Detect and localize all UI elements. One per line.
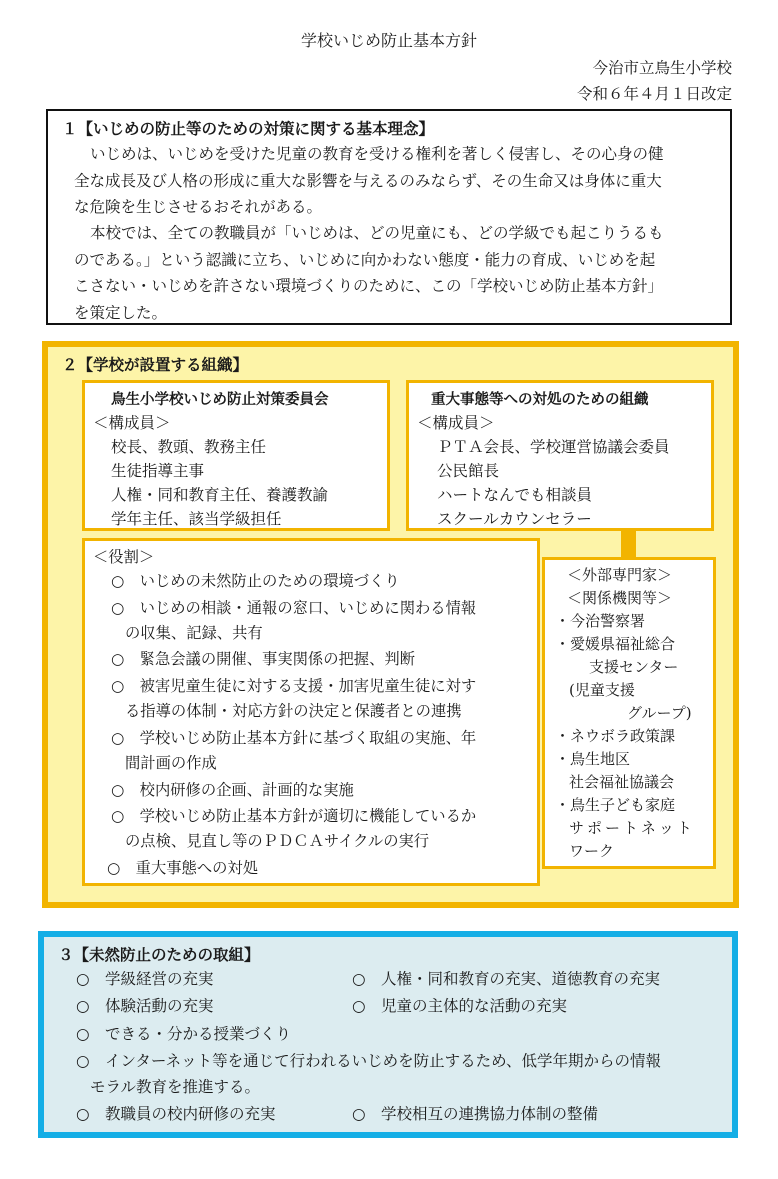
agencies-label: ＜関係機関等＞ xyxy=(567,589,673,607)
committee-title: 鳥生小学校いじめ防止対策委員会 xyxy=(111,392,329,408)
section1-paragraph-1 xyxy=(74,141,664,221)
role-line: ○ 学校いじめ防止基本方針に基づく取組の実施、年 xyxy=(111,729,477,747)
section1-heading: １【いじめの防止等のための対策に関する基本理念】 xyxy=(62,120,435,138)
external-experts-box xyxy=(542,557,716,869)
role-line: ○ 校内研修の企画、計画的な実施 xyxy=(111,781,354,799)
roles-box xyxy=(82,538,540,886)
agency-line: ・鳥生子ども家庭 xyxy=(555,796,676,814)
role-line: の点検、見直し等のＰＤＣＡサイクルの実行 xyxy=(125,832,430,850)
agency-line: ・鳥生地区 xyxy=(555,750,631,768)
agency-line: 支援センター xyxy=(589,658,679,676)
prevention-item: ○ 学級経営の充実 xyxy=(76,970,214,988)
prevention-item: ○ 人権・同和教育の充実、道徳教育の充実 xyxy=(352,970,661,988)
section1-paragraph-2 xyxy=(74,220,664,326)
revision-date: 令和６年４月１日改定 xyxy=(576,85,732,103)
section-prevention xyxy=(38,931,738,1138)
serious-incident-box xyxy=(406,380,714,531)
school-name: 今治市立鳥生小学校 xyxy=(592,59,732,77)
section-basic-philosophy xyxy=(46,109,732,325)
role-line: ○ 被害児童生徒に対する支援・加害児童生徒に対す xyxy=(111,677,477,695)
text-line: こさない・いじめを許さない環境づくりのために、この「学校いじめ防止基本方針」 xyxy=(74,277,664,295)
committee-member: 人権・同和教育主任、養護教諭 xyxy=(111,486,329,504)
role-line: ○ 緊急会議の開催、事実関係の把握、判断 xyxy=(111,650,415,668)
agency-line: ・ネウボラ政策課 xyxy=(555,727,676,745)
prevention-item: ○ 体験活動の充実 xyxy=(76,997,214,1015)
role-line: の収集、記録、共有 xyxy=(125,624,263,642)
committee-member: 校長、教頭、教務主任 xyxy=(111,438,267,456)
agency-line: サポートネット xyxy=(569,819,695,837)
prevention-item: ○ インターネット等を通じて行われるいじめを防止するため、低学年期からの情報 xyxy=(76,1052,662,1070)
role-line: ○ いじめの未然防止のための環境づくり xyxy=(111,572,400,590)
role-line: ○ いじめの相談・通報の窓口、いじめに関わる情報 xyxy=(111,599,477,617)
serious-member: スクールカウンセラー xyxy=(437,510,592,528)
prevention-item: モラル教育を推進する。 xyxy=(90,1078,261,1096)
agency-line: (児童支援 xyxy=(569,681,635,699)
role-line: ○ 学校いじめ防止基本方針が適切に機能しているか xyxy=(111,807,477,825)
prevention-item: ○ 教職員の校内研修の充実 xyxy=(76,1105,276,1123)
prevention-item: ○ 児童の主体的な活動の充実 xyxy=(352,997,568,1015)
section3-heading: ３【未然防止のための取組】 xyxy=(58,946,260,964)
serious-incident-title: 重大事態等への対処のための組織 xyxy=(431,392,649,408)
serious-members-label: ＜構成員＞ xyxy=(417,414,495,432)
role-line: ○ 重大事態への対処 xyxy=(107,859,259,877)
text-line: を策定した。 xyxy=(74,303,168,322)
agency-line: 社会福祉協議会 xyxy=(569,773,675,791)
committee-member: 生徒指導主事 xyxy=(111,462,205,480)
text-line: のである。」という認識に立ち、いじめに向かわない態度・能力の育成、いじめを起 xyxy=(74,250,656,269)
agency-line: ワーク xyxy=(569,842,615,860)
text-line: いじめは、いじめを受けた児童の教育を受ける権利を著しく侵害し、その心身の健 xyxy=(90,145,664,163)
roles-label: ＜役割＞ xyxy=(93,548,155,566)
committee-members-label: ＜構成員＞ xyxy=(93,414,171,432)
serious-member: ハートなんでも相談員 xyxy=(437,486,593,504)
serious-member: ＰＴＡ会長、学校運営協議会委員 xyxy=(437,438,670,456)
section2-heading: ２【学校が設置する組織】 xyxy=(62,356,249,374)
text-line: な危険を生じさせるおそれがある。 xyxy=(74,198,323,216)
role-line: 間計画の作成 xyxy=(125,754,217,772)
text-line: 本校では、全ての教職員が「いじめは、どの児童にも、どの学級でも起こりうるも xyxy=(90,224,664,242)
role-line: る指導の体制・対応方針の決定と保護者との連携 xyxy=(125,702,462,720)
external-label: ＜外部専門家＞ xyxy=(567,566,673,584)
connector-bar xyxy=(621,528,636,560)
section-organization xyxy=(42,341,739,908)
committee-box xyxy=(82,380,390,531)
prevention-item: ○ できる・分かる授業づくり xyxy=(76,1025,292,1043)
serious-member: 公民館長 xyxy=(437,462,500,480)
agency-line: ・愛媛県福祉総合 xyxy=(555,635,676,653)
prevention-item: ○ 学校相互の連携協力体制の整備 xyxy=(352,1105,599,1123)
agency-line: グループ) xyxy=(627,704,692,722)
text-line: 全な成長及び人格の形成に重大な影響を与えるのみならず、その生命又は身体に重大 xyxy=(74,171,662,190)
document-title: 学校いじめ防止基本方針 xyxy=(300,31,477,50)
agency-line: ・今治警察署 xyxy=(555,612,646,630)
committee-member: 学年主任、該当学級担任 xyxy=(111,510,282,528)
